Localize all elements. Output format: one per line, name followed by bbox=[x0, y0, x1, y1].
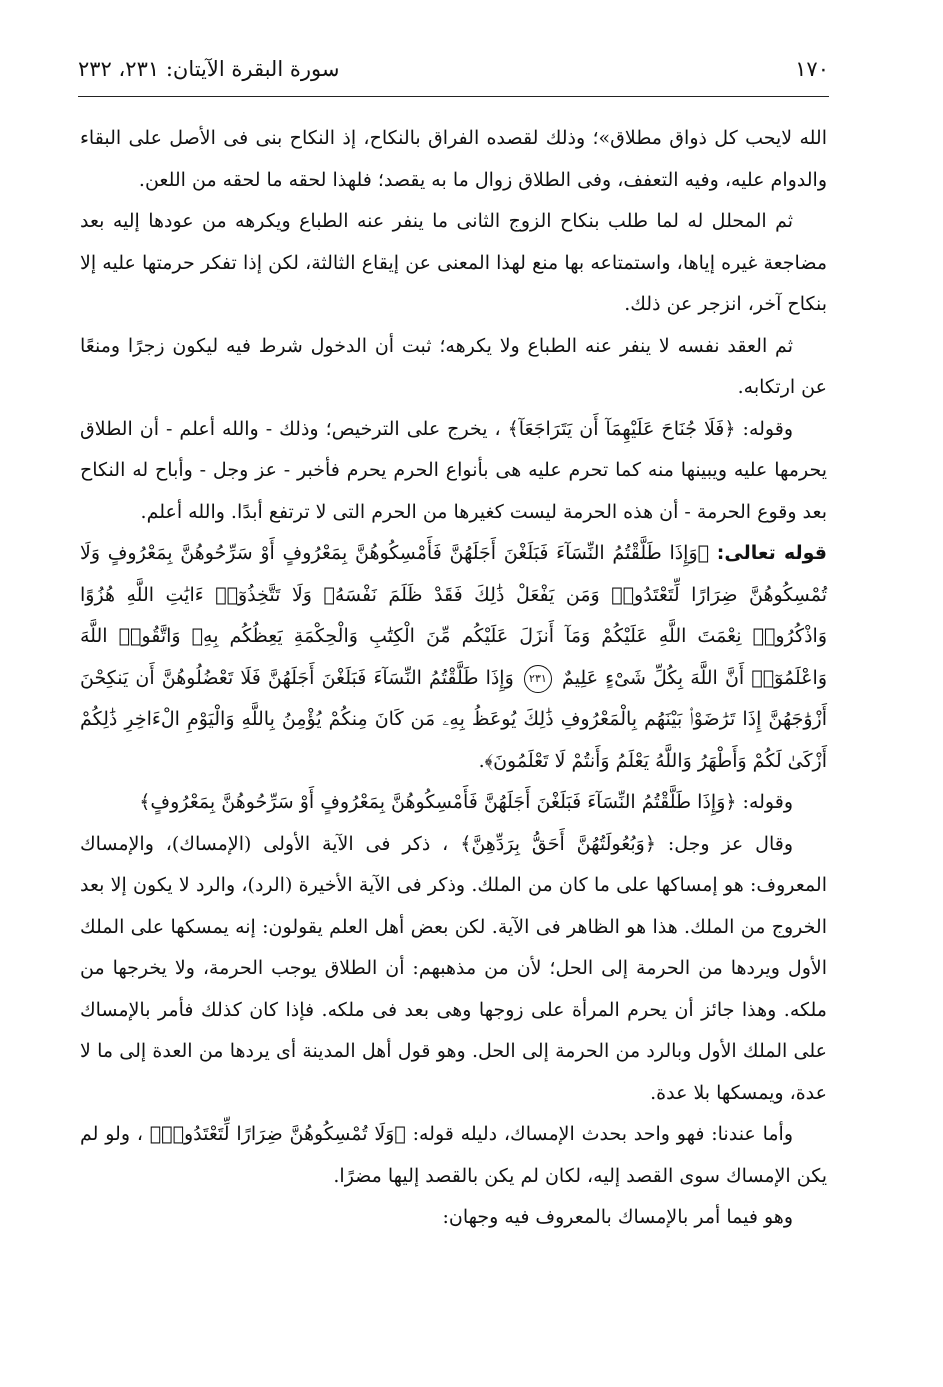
running-title: سورة البقرة الآيتان: ٢٣١، ٢٣٢ bbox=[78, 57, 340, 81]
paragraph-3: ثم العقد نفسه لا ينفر عنه الطباع ولا يكرهه؛ ثبت أن الدخول شرط فيه ليكون زجرًا ومنعًا عن ارتكابه. bbox=[80, 334, 827, 398]
paragraph-5: وقوله: ﴿وَإِذَا طَلَّقْتُمُ النِّسَآءَ فَبَلَغْنَ أَجَلَهُنَّ فَأَمْسِكُوهُنَّ بِمَعْرُوفٍ أَوْ سَرِّحُوهُنَّ بِمَعْرُوفٍ﴾ bbox=[139, 791, 793, 813]
page-body bbox=[80, 118, 827, 1239]
paragraph-7: وأما عندنا: فهو واحد بحدث الإمساك، دليله قوله: ﴿وَلَا تُمْسِكُوهُنَّ ضِرَارًا لِّتَعْتَدُوا۟﴾ ، ولو لم يكن الإمساك سوى القصد إليه، لكان لم يكن بالقصد إليها مضرًا. bbox=[80, 1123, 827, 1187]
header-rule bbox=[78, 96, 829, 97]
paragraph-2: ثم المحلل له لما طلب بنكاح الزوج الثانى ما ينفر عنه الطباع ويكرهه من عودها إليه بعد مضاجعة غيره إياها، واستمتاعه بها منع لهذا المعنى عن إيقاع الثالثة، لكن إذا تفكر حرمتها عليه إلا بنكاح آخر، انزجر عن ذلك. bbox=[80, 210, 827, 315]
quran-text-part-1: ﴿وَإِذَا طَلَّقْتُمُ النِّسَآءَ فَبَلَغْنَ أَجَلَهُنَّ فَأَمْسِكُوهُنَّ بِمَعْرُوفٍ أَوْ سَرِّحُوهُنَّ بِمَعْرُوفٍ وَلَا تُمْسِكُوهُنَّ ضِرَارًا لِّتَعْتَدُوا۟ وَمَن يَفْعَلْ ذَٰلِكَ فَقَدْ ظَلَمَ نَفْسَهُۥ وَلَا تَتَّخِذُوٓا۟ ءَايَٰتِ اللَّهِ هُزُوًا وَاذْكُرُوا۟ نِعْمَتَ اللَّهِ عَلَيْكُمْ وَمَآ أَنزَلَ عَلَيْكُم مِّنَ الْكِتَٰبِ وَالْحِكْمَةِ يَعِظُكُم بِهِۦ وَاتَّقُوا۟ اللَّهَ وَاعْلَمُوٓا۟ أَنَّ اللَّهَ بِكُلِّ شَىْءٍ عَلِيمٌ bbox=[80, 542, 828, 689]
paragraph-1: الله لايحب كل ذواق مطلاق»؛ وذلك لقصده الفراق بالنكاح، إذ النكاح بنى فى الأصل على البقاء والدوام عليه، وفيه التعفف، وفى الطلاق زوال ما به يقصد؛ فلهذا لحقه ما لحقه من اللعن. bbox=[80, 127, 827, 191]
paragraph-6: وقال عز وجل: ﴿وَبُعُولَتُهُنَّ أَحَقُّ بِرَدِّهِنَّ﴾ ، ذكر فى الآية الأولى (الإمساك)، والإمساك المعروف: هو إمساكها على ما كان من الملك. وذكر فى الآية الأخيرة (الرد)، والرد لا يكون إلا بعد الخروج من الملك. هذا هو الظاهر فى الآية. لكن بعض أهل العلم يقولون: إنه يمسكها على الملك الأول ويردها من الحرمة إلى الحل؛ لأن من مذهبهم: أن الطلاق يوجب الحرمة، ولا يخرجها من ملكه. وهذا جائز أن يحرم المرأة على زوجها وهى بعد فى ملكه. فإذا كان كذلك فأمر بالإمساك على الملك الأول وبالرد من الحرمة إلى الحل. وهو قول أهل المدينة أى يردها من العدة إلى ما لا عدة، ويمسكها بلا عدة. bbox=[80, 832, 827, 1104]
ayah-number-mark: ٢٣١ bbox=[524, 665, 552, 693]
quran-verse-block bbox=[80, 533, 827, 782]
quran-label: قوله تعالى: bbox=[716, 542, 827, 564]
page-header bbox=[78, 54, 829, 84]
quran-text-part-2: وَإِذَا طَلَّقْتُمُ النِّسَآءَ فَبَلَغْنَ أَجَلَهُنَّ فَلَا تَعْضُلُوهُنَّ أَن يَنكِحْنَ أَزْوَٰجَهُنَّ إِذَا تَرَٰضَوْا۟ بَيْنَهُم بِالْمَعْرُوفِ ذَٰلِكَ يُوعَظُ بِهِۦ مَن كَانَ مِنكُمْ يُؤْمِنُ بِاللَّهِ وَالْيَوْمِ الْءَاخِرِ ذَٰلِكُمْ أَزْكَىٰ لَكُمْ وَأَطْهَرُ وَاللَّهُ يَعْلَمُ وَأَنتُمْ لَا تَعْلَمُونَ﴾. bbox=[80, 666, 827, 772]
page-number: ١٧٠ bbox=[795, 57, 829, 81]
paragraph-8: وهو فيما أمر بالإمساك بالمعروف فيه وجهان: bbox=[442, 1206, 793, 1228]
paragraph-4: وقوله: ﴿فَلَا جُنَاحَ عَلَيْهِمَآ أَن يَتَرَاجَعَآ﴾ ، يخرج على الترخيص؛ وذلك - والله أعلم - أن الطلاق يحرمها عليه ويبينها منه كما تحرم عليه هى بأنواع الحرم يحرم فأخبر - عز وجل - وأباح له النكاح بعد وقوع الحرمة - أن هذه الحرمة ليست كغيرها من الحرم التى لا ترتفع أبدًا. والله أعلم. bbox=[80, 417, 827, 523]
